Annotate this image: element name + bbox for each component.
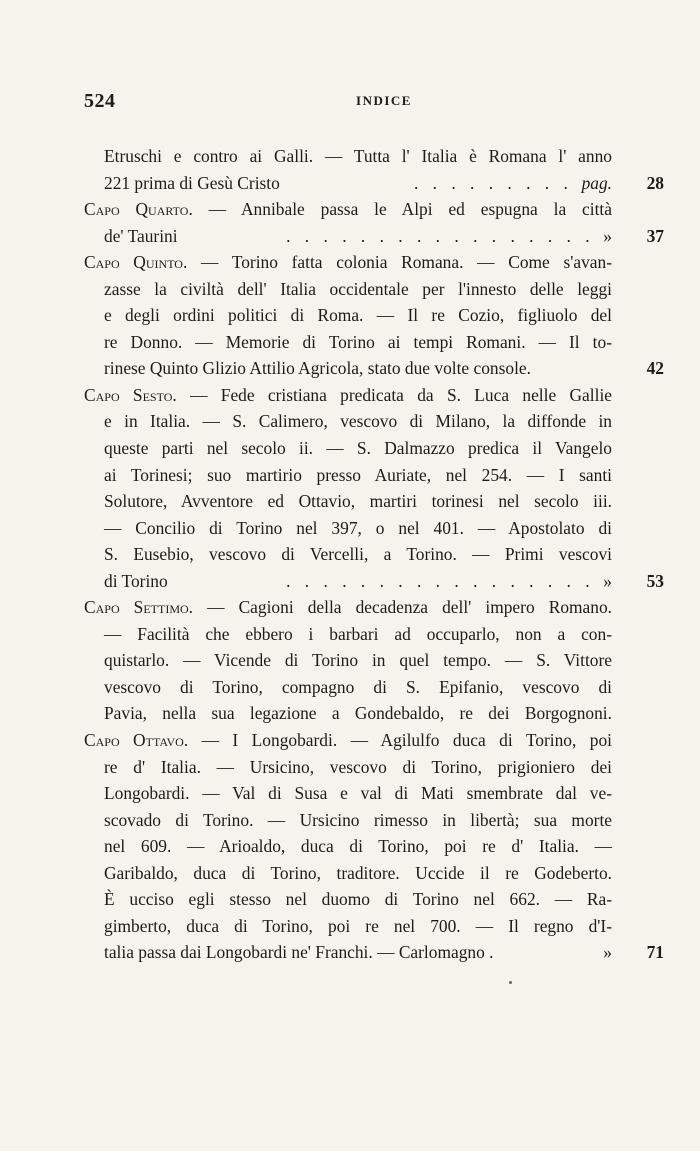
chapter-heading-line: Capo Sesto. — Fede cristiana predicata da S. Luca nelle Gallie bbox=[84, 384, 612, 405]
chapter-label: Capo Quinto. bbox=[84, 252, 188, 273]
index-line: Garibaldo, duca di Torino, traditore. Uccide il re Godeberto. bbox=[104, 862, 612, 883]
index-line: S. Eusebio, vescovo di Vercelli, a Torino. — Primi vescovi bbox=[104, 544, 612, 565]
page-ref: 53 bbox=[646, 570, 664, 591]
chapter-label: Capo Quarto. bbox=[84, 199, 193, 220]
chapter-heading-line: Capo Quinto. — Torino fatta colonia Romana. — Come s'avan- bbox=[84, 252, 612, 273]
index-line: e in Italia. — S. Calimero, vescovo di Milano, la diffonde in bbox=[104, 411, 612, 432]
ditto-mark: » bbox=[603, 942, 612, 963]
index-line: È ucciso egli stesso nel duomo di Torino nel 662. — Ra- bbox=[104, 889, 612, 910]
index-line: e degli ordini politici di Roma. — Il re Cozio, figliuolo del bbox=[104, 305, 612, 326]
index-line: Pavia, nella sua legazione a Gondebaldo, re dei Borgognoni. bbox=[104, 703, 612, 724]
running-title: INDICE bbox=[356, 93, 412, 108]
index-line: scovado di Torino. — Ursicino rimesso in libertà; sua morte bbox=[104, 809, 612, 830]
index-line: — Facilità che ebbero i barbari ad occuparlo, non a con- bbox=[104, 623, 612, 644]
index-line: ai Torinesi; suo martirio presso Auriate, nel 254. — I santi bbox=[104, 464, 612, 485]
index-line: rinese Quinto Glizio Attilio Agricola, stato due volte console. 42 bbox=[84, 355, 664, 382]
page-ref: 28 bbox=[646, 172, 664, 193]
index-line: Longobardi. — Val di Susa e val di Mati smembrate dal ve- bbox=[104, 783, 612, 804]
page-ref: 37 bbox=[646, 225, 664, 246]
index-line: zasse la civiltà dell' Italia occidentale per l'innesto delle leggi bbox=[104, 278, 612, 299]
chapter-label: Capo Settimo. bbox=[84, 597, 194, 618]
index-line: re Donno. — Memorie di Torino ai tempi Romani. — Il to- bbox=[104, 331, 612, 352]
page-abbrev: pag. bbox=[581, 172, 612, 193]
page-number: 524 bbox=[84, 90, 116, 112]
chapter-heading-line: Capo Settimo. — Cagioni della decadenza dell' impero Romano. bbox=[84, 597, 612, 618]
dot-leader: . . . . . . . . . . . . . . . . . bbox=[286, 225, 595, 246]
index-line: nel 609. — Arioaldo, duca di Torino, poi re d' Italia. — bbox=[104, 836, 612, 857]
dot-leader: . . . . . . . . . bbox=[413, 172, 573, 193]
page-ref: 42 bbox=[646, 358, 664, 379]
ditto-mark: » bbox=[603, 570, 612, 591]
index-line: di Torino . . . . . . . . . . . . . . . . . » 53 bbox=[84, 568, 664, 595]
index-line: — Concilio di Torino nel 397, o nel 401. — Apostolato di bbox=[104, 517, 612, 538]
dot-leader: . . . . . . . . . . . . . . . . . bbox=[286, 570, 595, 591]
index-line: vescovo di Torino, compagno di S. Epifanio, vescovo di bbox=[104, 676, 612, 697]
index-line: queste parti nel secolo ii. — S. Dalmazzo predica il Vangelo bbox=[104, 438, 612, 459]
running-head bbox=[84, 90, 664, 114]
index-line: de' Taurini . . . . . . . . . . . . . . . . . » 37 bbox=[84, 223, 664, 250]
chapter-label: Capo Ottavo. bbox=[84, 730, 189, 751]
ink-speck bbox=[509, 981, 512, 984]
index-line: gimberto, duca di Torino, poi re nel 700. — Il regno d'I- bbox=[104, 915, 612, 936]
index-line: re d' Italia. — Ursicino, vescovo di Torino, prigioniero dei bbox=[104, 756, 612, 777]
index-line: Etruschi e contro ai Galli. — Tutta l' Italia è Romana l' anno bbox=[104, 146, 612, 166]
ditto-mark: » bbox=[603, 225, 612, 246]
chapter-label: Capo Sesto. bbox=[84, 384, 177, 405]
chapter-heading-line: Capo Ottavo. — I Longobardi. — Agilulfo duca di Torino, poi bbox=[84, 730, 612, 751]
index-line: Solutore, Avventore ed Ottavio, martiri torinesi nel secolo iii. bbox=[104, 491, 612, 512]
index-line: 221 prima di Gesù Cristo . . . . . . . . . pag. 28 bbox=[84, 170, 664, 197]
index-body bbox=[84, 143, 664, 966]
page-ref: 71 bbox=[646, 942, 664, 963]
index-line: talia passa dai Longobardi ne' Franchi. — Carlomagno . » 71 bbox=[84, 939, 664, 966]
chapter-heading-line: Capo Quarto. — Annibale passa le Alpi ed espugna la città bbox=[84, 199, 612, 220]
index-line: quistarlo. — Vicende di Torino in quel tempo. — S. Vittore bbox=[104, 650, 612, 671]
